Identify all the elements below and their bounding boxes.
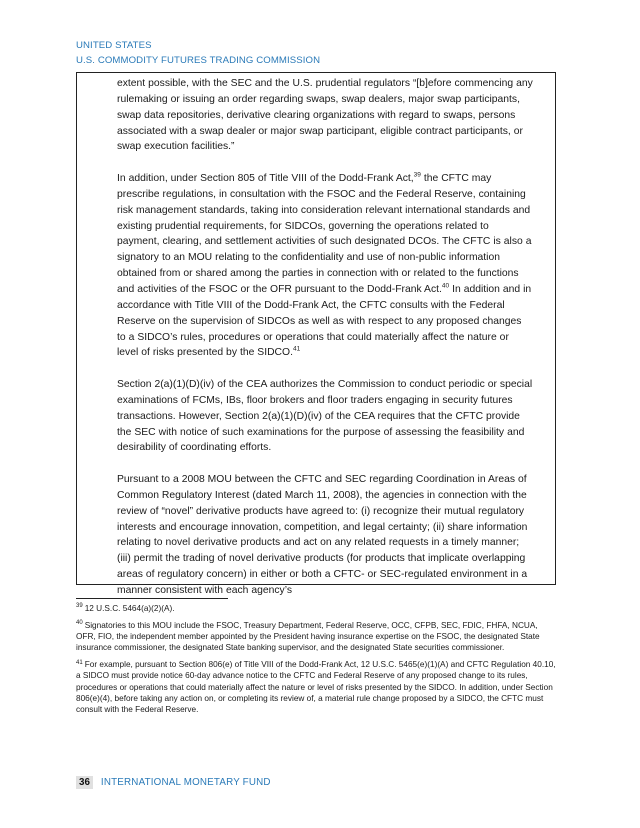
header-country: UNITED STATES [76,40,152,51]
footnote-divider [76,598,228,599]
footnote-39 [76,603,556,614]
running-header [76,38,320,68]
paragraph-text: In addition, under Section 805 of Title VIII of the Dodd-Frank Act, [117,173,414,185]
footnote-ref-41[interactable]: 41 [292,345,301,353]
footnote-number: 39 [76,603,83,610]
paragraph-text: the CFTC may prescribe regulations, in consultation with the FSOC and the Federal Reserve, containing risk management standards, taking into consideration relevant international standards and existing prudential requirements, for SIDCOs, governing the operations related to payment, clearing, and settlement activities of such designated DCOs. The CFTC is also a signatory to an MOU relating to the confidentiality and use of non-public information obtained from or shared among the parties in connection with or related to the functions and activities of the FSOC or the OFR pursuant to the Dodd-Frank Act. [117,173,532,295]
paragraph-2008-mou: Pursuant to a 2008 MOU between the CFTC and SEC regarding Coordination in Areas of Common Regulatory Interest (dated March 11, 2008), the agencies in connection with the review of “novel” derivative products have agreed to: (i) recognize their mutual regulatory interests and encourage innovation, competition, and legal certainty; (ii) share information relating to novel derivative products and act on any related requests in a timely manner; (iii) permit the trading of novel derivative products (for products that implicate overlapping areas of regulatory concern) in either or both a CFTC- or SEC-regulated environment in a manner consistent with each agency’s [117,474,528,596]
footer-organization: INTERNATIONAL MONETARY FUND [100,777,271,788]
footnotes [76,603,556,721]
footnote-number: 41 [76,659,83,666]
page-footer [76,776,271,789]
footnote-text: 12 U.S.C. 5464(a)(2)(A). [84,604,175,613]
footnote-ref-39[interactable]: 39 [413,171,421,179]
paragraph-section-805 [117,171,533,361]
footnote-ref-40[interactable]: 40 [441,282,450,290]
footnote-number: 40 [76,620,83,627]
paragraph-text: In addition and in accordance with Title VIII of the Dodd-Frank Act, the CFTC consults with the Federal Reserve on the supervision of SIDCOs as well as with respect to any proposed changes to a SIDCO’s rules, procedures or operations that could materially affect the nature or level of risks presented by the SIDCO. [117,283,532,359]
paragraph-swap-rulemaking: extent possible, with the SEC and the U.S. prudential regulators “[b]efore commencing any rulemaking or issuing an order regarding swaps, swap dealers, major swap participants, swap data repositories, derivative clearing organizations with regard to swaps, persons associated with a swap dealer or major swap participant, eligible contract participants, or swap execution facilities.” [117,78,533,153]
footnote-text: For example, pursuant to Section 806(e) of Title VIII of the Dodd-Frank Act, 12 U.S.C. 5465(e)(1)(A) and CFTC Regulation 40.10, a SIDCO must provide notice 60-day advance notice to the CFTC and Federal Reserve of any proposed change to its rules, procedures or operations that could materially affect the nature or level of risks presented by the SIDCO. In addition, under Section 806(e)(4), before taking any action on, or completing its review of, a material rule change proposed by a SIDCO, the CFTC must consult with the Federal Reserve. [76,660,556,714]
header-agency: U.S. COMMODITY FUTURES TRADING COMMISSION [76,55,321,66]
text-box [76,72,556,596]
footnote-41 [76,659,556,714]
page-number: 36 [76,776,93,789]
paragraph-section-2a: Section 2(a)(1)(D)(iv) of the CEA authorizes the Commission to conduct periodic or special examinations of FCMs, IBs, floor brokers and floor traders engaging in security futures transactions. However, Section 2(a)(1)(D)(iv) of the CEA requires that the CFTC provide the SEC with notice of such examinations for the purpose of assessing the feasibility and desirability of coordinating efforts. [117,379,533,454]
footnote-text: Signatories to this MOU include the FSOC, Treasury Department, Federal Reserve, OCC, CFPB, SEC, FDIC, FHFA, NCUA, OFR, FIO, the independent member appointed by the President having insurance expertise on the FSOC, the designated State insurance commissioner, the designated State banking supervisor, and the designated State securities commissioner. [76,621,540,653]
footnote-40 [76,620,556,653]
